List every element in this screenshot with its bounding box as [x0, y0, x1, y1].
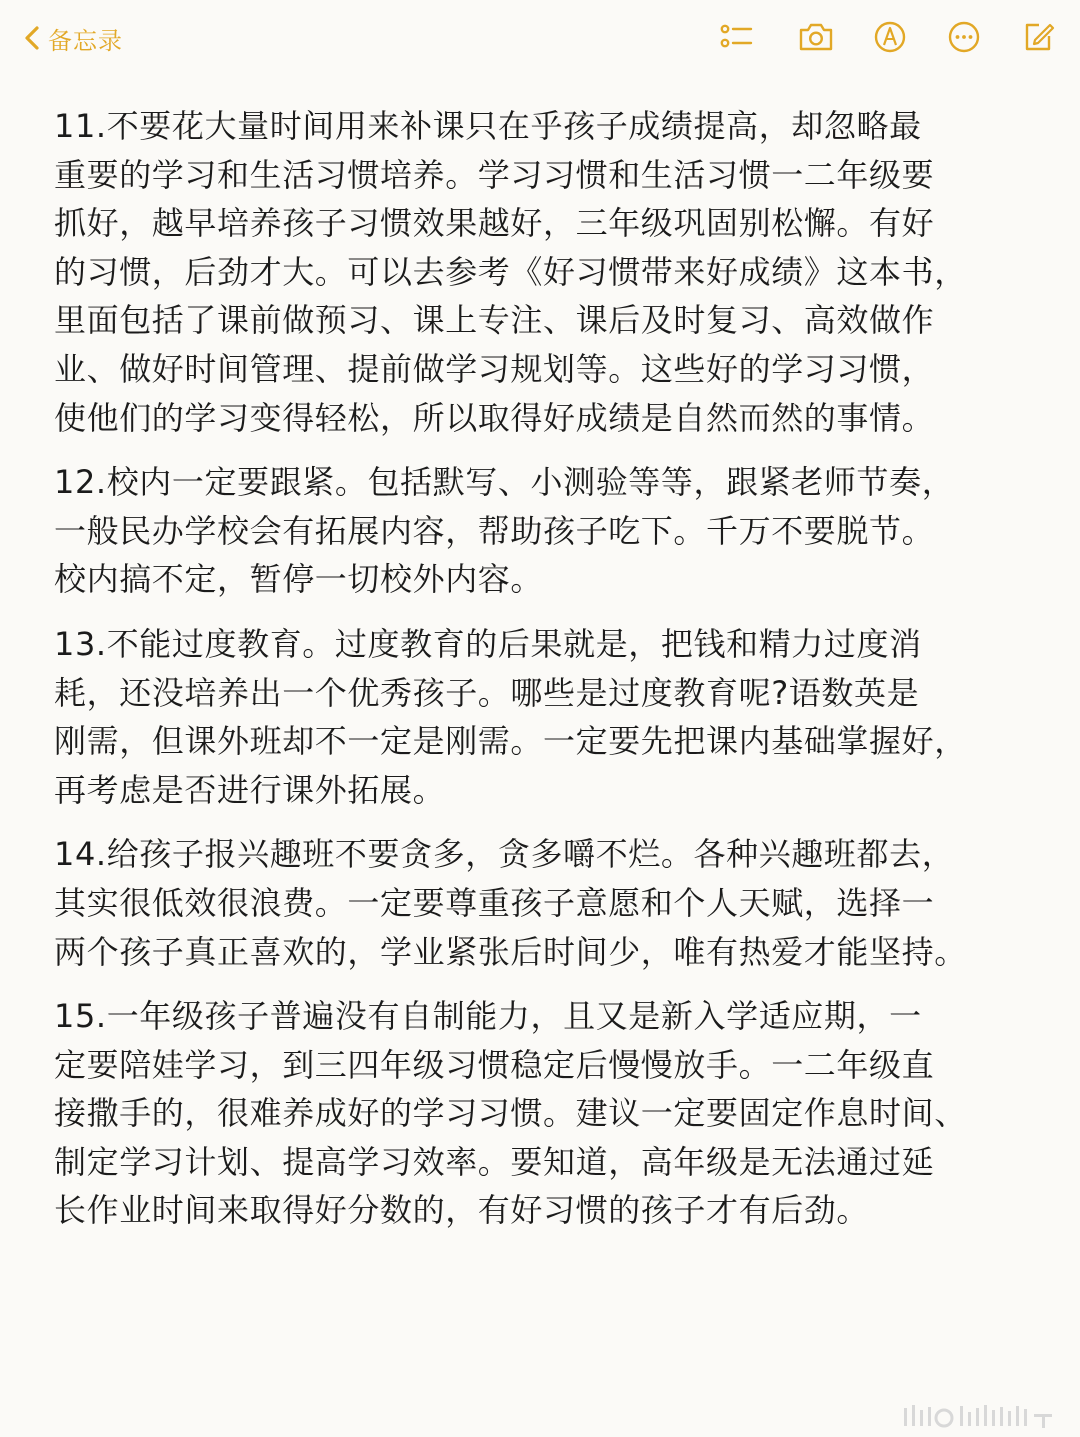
- back-button[interactable]: [22, 18, 123, 58]
- note-body[interactable]: [54, 102, 1034, 1251]
- back-label: 备忘录: [48, 26, 123, 55]
- chevron-left-icon: [22, 24, 42, 52]
- note-paragraph-15: 15.一年级孩子普遍没有自制能力，且又是新入学适应期，一 定要陪娃学习，到三四年级习惯稳定后慢慢放手。一二年级直 接撒手的，很难养成好的学习习惯。建议一定要固定作息时间、 制定学习计划、提高学习效率。要知道，高年级是无法通过延 长作业时间来取得好分数的，有好习惯的孩子才有后劲。: [54, 997, 967, 1230]
- compose-icon[interactable]: [1018, 17, 1058, 57]
- navigation-bar: [0, 0, 1080, 76]
- camera-icon[interactable]: [796, 17, 836, 57]
- note-paragraph-14: 14.给孩子报兴趣班不要贪多，贪多嚼不烂。各种兴趣班都去， 其实很低效很浪费。一定要尊重孩子意愿和个人天赋，选择一 两个孩子真正喜欢的，学业紧张后时间少，唯有热爱才能坚持。: [54, 835, 967, 971]
- more-icon[interactable]: [944, 17, 984, 57]
- note-paragraph-13: 13.不能过度教育。过度教育的后果就是，把钱和精力过度消 耗，还没培养出一个优秀孩子。哪些是过度教育呢?语数英是 刚需，但课外班却不一定是刚需。一定要先把课内基础掌握好， 再考虑是否进行课外拓展。: [54, 624, 967, 809]
- markup-icon[interactable]: [870, 17, 910, 57]
- note-paragraph-11: 11.不要花大量时间用来补课只在乎孩子成绩提高，却忽略最 重要的学习和生活习惯培养。学习习惯和生活习惯一二年级要 抓好，越早培养孩子习惯效果越好，三年级巩固别松懈。有好 的习惯，后劲才大。可以去参考《好习惯带来好成绩》这本书， 里面包括了课前做预习、课上专注、课后及时复习、高效做作 业、做好时间管理、提前做学习规划等。这些好的学习习惯， 使他们的学习变得轻松，所以取得好成绩是自然而然的事情。: [54, 107, 967, 437]
- note-paragraph-12: 12.校内一定要跟紧。包括默写、小测验等等，跟紧老师节奏， 一般民办学校会有拓展内容，帮助孩子吃下。千万不要脱节。 校内搞不定，暂停一切校外内容。: [54, 463, 955, 599]
- watermark-icon: [904, 1404, 1054, 1428]
- checklist-icon[interactable]: [716, 17, 756, 57]
